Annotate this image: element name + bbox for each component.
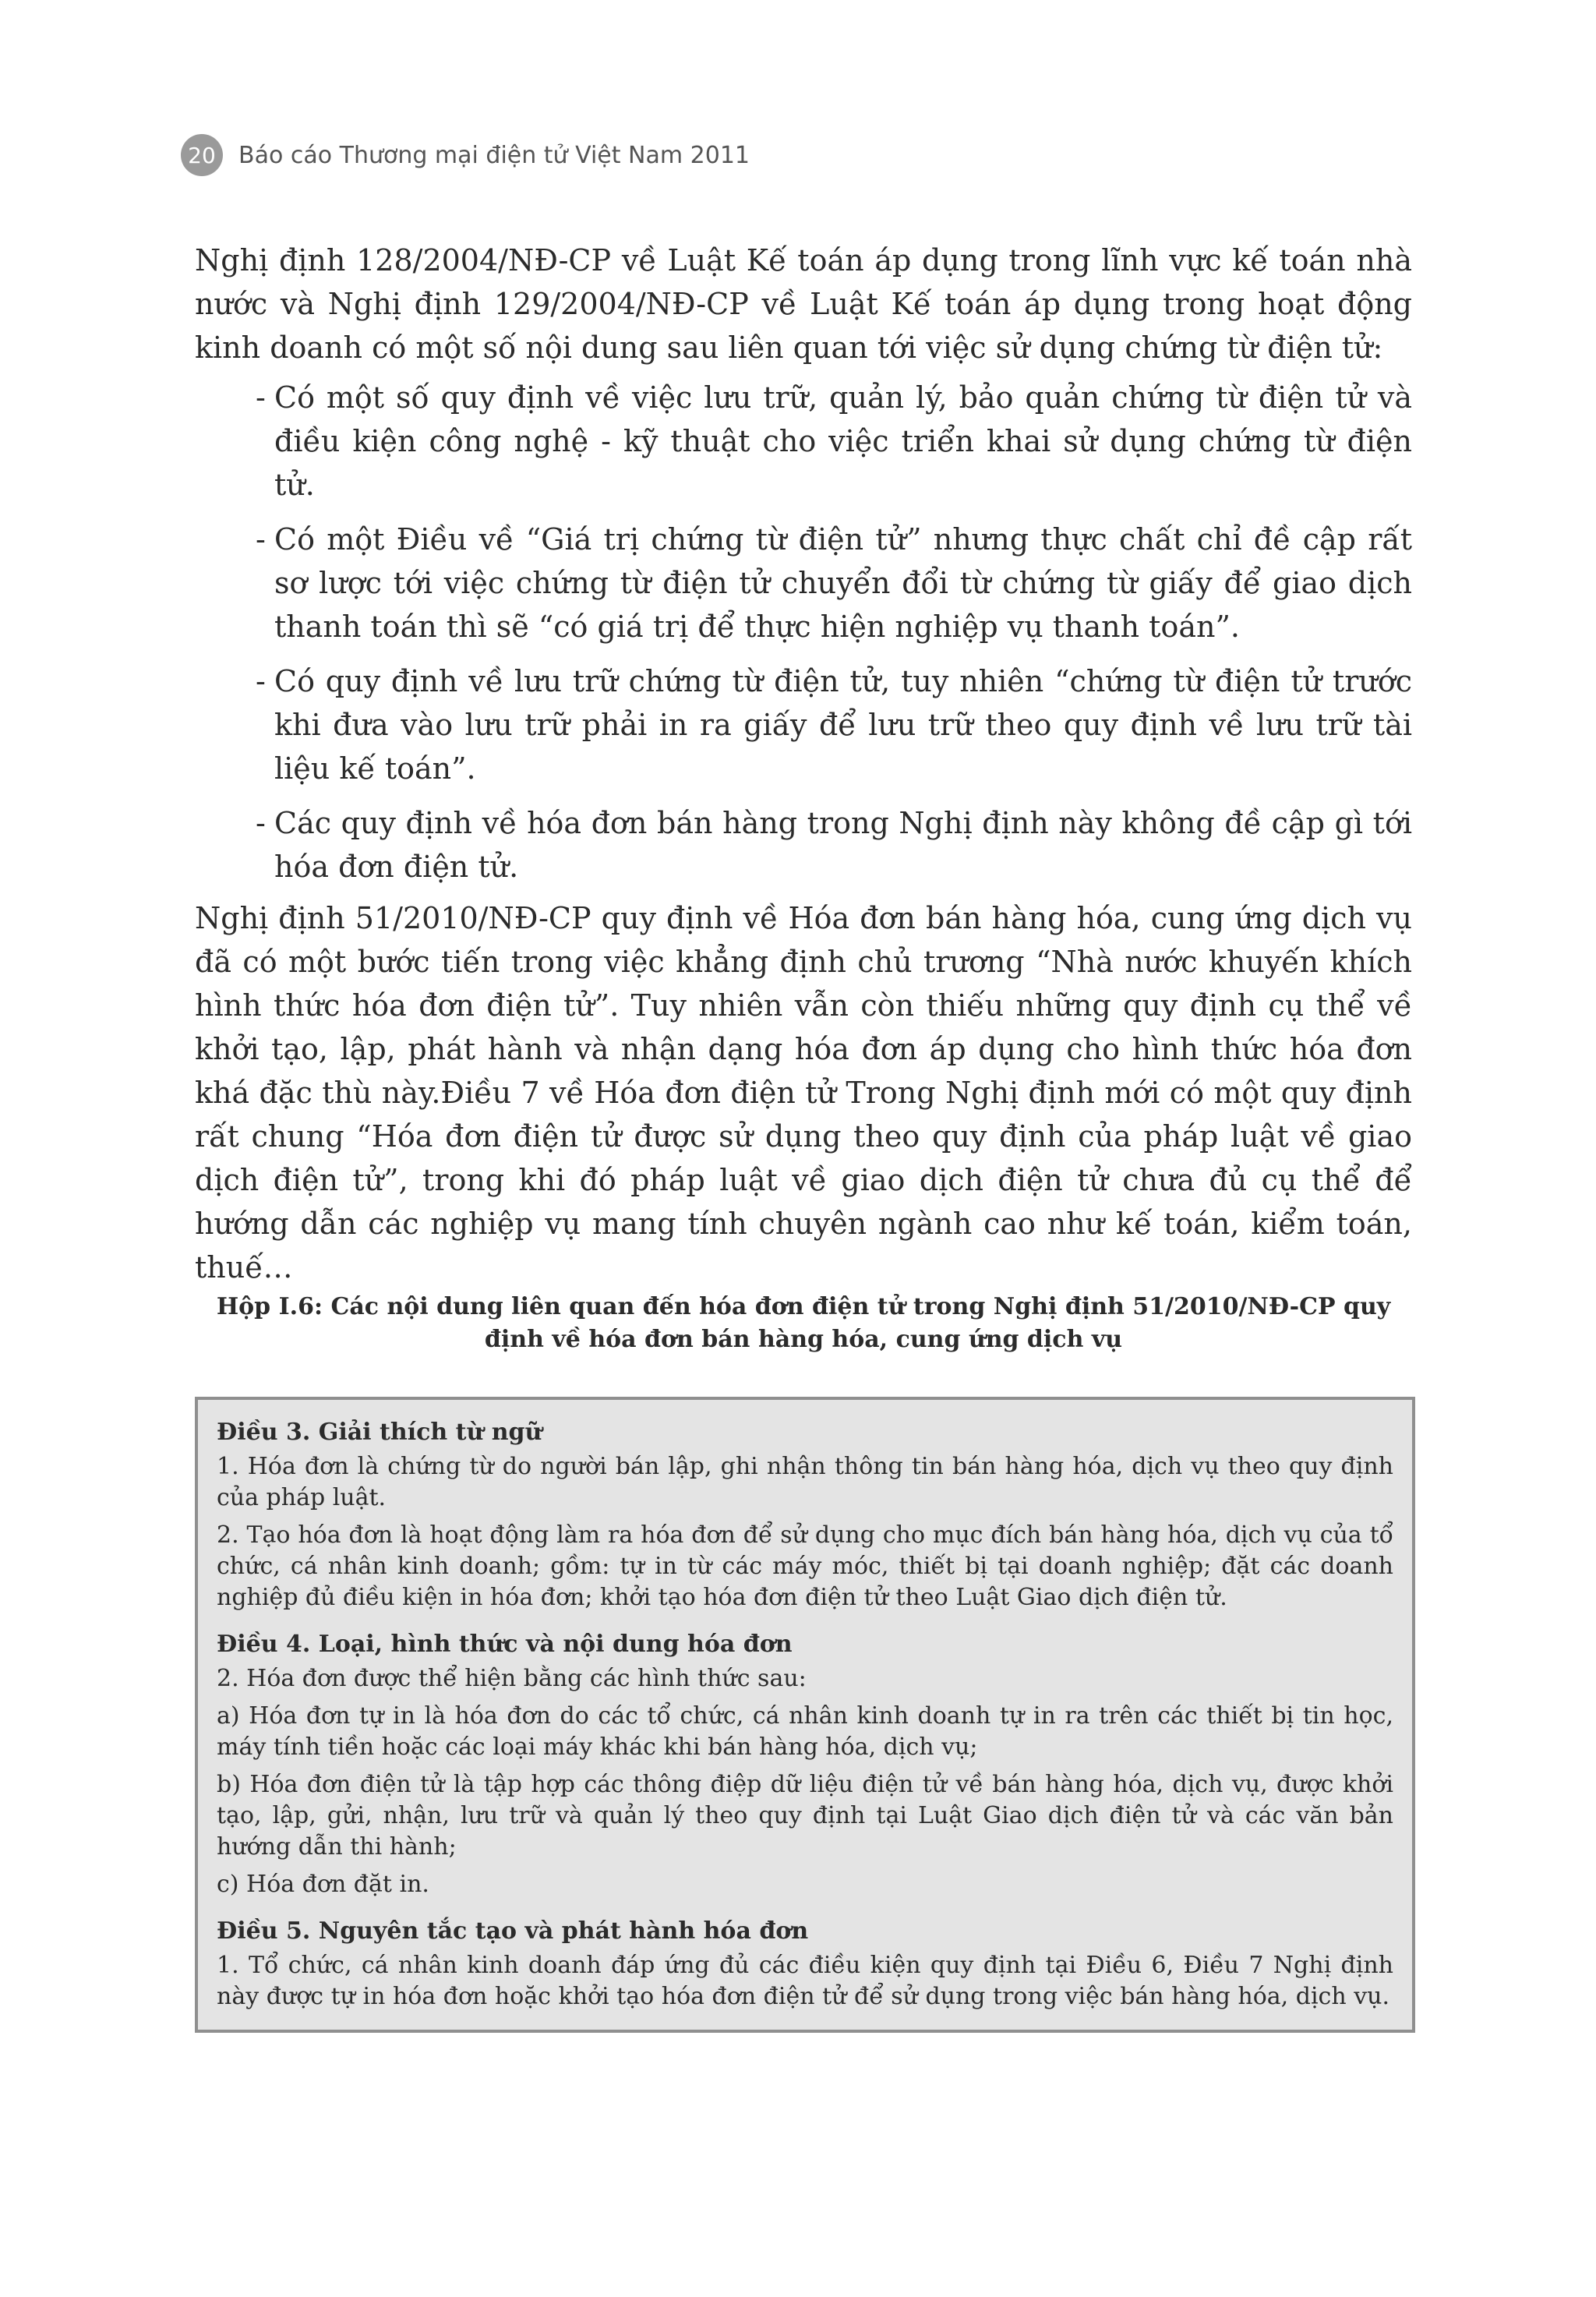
running-title: Báo cáo Thương mại điện tử Việt Nam 2011 — [238, 141, 750, 169]
page-number-badge: 20 — [181, 134, 223, 176]
decree-51-paragraph: Nghị định 51/2010/NĐ-CP quy định về Hóa đơn bán hàng hóa, cung ứng dịch vụ đã có một bước tiến trong việc khẳng định chủ trương “Nhà nước khuyến khích hình thức hóa đơn điện tử”. Tuy nhiên vẫn còn thiếu những quy định cụ thể về khởi tạo, lập, phát hành và nhận dạng hóa đơn áp dụng cho hình thức hóa đơn khá đặc thù này.Điều 7 về Hóa đơn điện tử Trong Nghị định mới có một quy định rất chung “Hóa đơn điện tử được sử dụng theo quy định của pháp luật về giao dịch điện tử”, trong khi đó pháp luật về giao dịch điện tử chưa đủ cụ thể để hướng dẫn các nghiệp vụ mang tính chuyên ngành cao như kế toán, kiểm toán, thuế… — [195, 901, 1412, 1285]
bullet-text: Có một Điều về “Giá trị chứng từ điện tử” nhưng thực chất chỉ đề cập rất sơ lược tới việc chứng từ điện tử chuyển đổi từ chứng từ giấy để giao dịch thanh toán thì sẽ “có giá trị để thực hiện nghiệp vụ thanh toán”. — [274, 522, 1412, 644]
bullet-text: Có quy định về lưu trữ chứng từ điện tử, tuy nhiên “chứng từ điện tử trước khi đưa vào lưu trữ phải in ra giấy để lưu trữ theo quy định về lưu trữ tài liệu kế toán”. — [274, 664, 1412, 786]
section-accounting-decrees — [195, 239, 1412, 899]
article-4-title: Điều 4. Loại, hình thức và nội dung hóa đơn — [217, 1631, 793, 1658]
bullet-item: - Có một Điều về “Giá trị chứng từ điện tử” nhưng thực chất chỉ đề cập rất sơ lược tới việc chứng từ điện tử chuyển đổi từ chứng từ giấy để giao dịch thanh toán thì sẽ “có giá trị để thực hiện nghiệp vụ thanh toán”. — [256, 522, 1412, 644]
box-title: Hộp I.6: Các nội dung liên quan đến hóa đơn điện tử trong Nghị định 51/2010/NĐ-CP quy định về hóa đơn bán hàng hóa, cung ứng dịch vụ — [216, 1293, 1391, 1353]
info-box — [195, 1397, 1415, 2033]
article-3-clause-1: 1. Hóa đơn là chứng từ do người bán lập, ghi nhận thông tin bán hàng hóa, dịch vụ theo quy định của pháp luật. — [217, 1453, 1393, 1511]
article-4-clause-2: 2. Hóa đơn được thể hiện bằng các hình thức sau: — [217, 1665, 807, 1692]
section-decree-51 — [195, 896, 1412, 1289]
article-5-title: Điều 5. Nguyên tắc tạo và phát hành hóa đơn — [217, 1917, 809, 1945]
bullet-item: - Các quy định về hóa đơn bán hàng trong Nghị định này không đề cập gì tới hóa đơn điện tử. — [256, 806, 1412, 884]
bullet-item: - Có một số quy định về việc lưu trữ, quản lý, bảo quản chứng từ điện tử và điều kiện công nghệ - kỹ thuật cho việc triển khai sử dụng chứng từ điện tử. — [256, 380, 1412, 502]
bullet-text: Có một số quy định về việc lưu trữ, quản lý, bảo quản chứng từ điện tử và điều kiện công nghệ - kỹ thuật cho việc triển khai sử dụng chứng từ điện tử. — [274, 380, 1412, 502]
article-3-clause-2: 2. Tạo hóa đơn là hoạt động làm ra hóa đơn để sử dụng cho mục đích bán hàng hóa, dịch vụ của tổ chức, cá nhân kinh doanh; gồm: tự in từ các máy móc, thiết bị tại doanh nghiệp; đặt các doanh nghiệp đủ điều kiện in hóa đơn; khởi tạo hóa đơn điện tử theo Luật Giao dịch điện tử. — [217, 1521, 1393, 1611]
bullet-list — [195, 376, 1412, 889]
article-4-item-c: c) Hóa đơn đặt in. — [217, 1871, 429, 1898]
article-4-item-b: b) Hóa đơn điện tử là tập hợp các thông điệp dữ liệu điện tử về bán hàng hóa, dịch vụ, được khởi tạo, lập, gửi, nhận, lưu trữ và quản lý theo quy định tại Luật Giao dịch điện tử và các văn bản hướng dẫn thi hành; — [217, 1771, 1393, 1861]
article-3-title: Điều 3. Giải thích từ ngữ — [217, 1419, 542, 1446]
intro-paragraph: Nghị định 128/2004/NĐ-CP về Luật Kế toán áp dụng trong lĩnh vực kế toán nhà nước và Nghị định 129/2004/NĐ-CP về Luật Kế toán áp dụng trong hoạt động kinh doanh có một số nội dung sau liên quan tới việc sử dụng chứng từ điện tử: — [195, 243, 1412, 365]
bullet-text: Các quy định về hóa đơn bán hàng trong Nghị định này không đề cập gì tới hóa đơn điện tử. — [274, 806, 1412, 884]
page-header — [181, 134, 750, 176]
bullet-item: - Có quy định về lưu trữ chứng từ điện tử, tuy nhiên “chứng từ điện tử trước khi đưa vào lưu trữ phải in ra giấy để lưu trữ theo quy định về lưu trữ tài liệu kế toán”. — [256, 664, 1412, 786]
article-4-item-a: a) Hóa đơn tự in là hóa đơn do các tổ chức, cá nhân kinh doanh tự in ra trên các thiết bị tin học, máy tính tiền hoặc các loại máy khác khi bán hàng hóa, dịch vụ; — [217, 1702, 1393, 1761]
article-5-clause-1: 1. Tổ chức, cá nhân kinh doanh đáp ứng đủ các điều kiện quy định tại Điều 6, Điều 7 Nghị định này được tự in hóa đơn hoặc khởi tạo hóa đơn điện tử để sử dụng trong việc bán hàng hóa, dịch vụ. — [217, 1952, 1393, 2010]
